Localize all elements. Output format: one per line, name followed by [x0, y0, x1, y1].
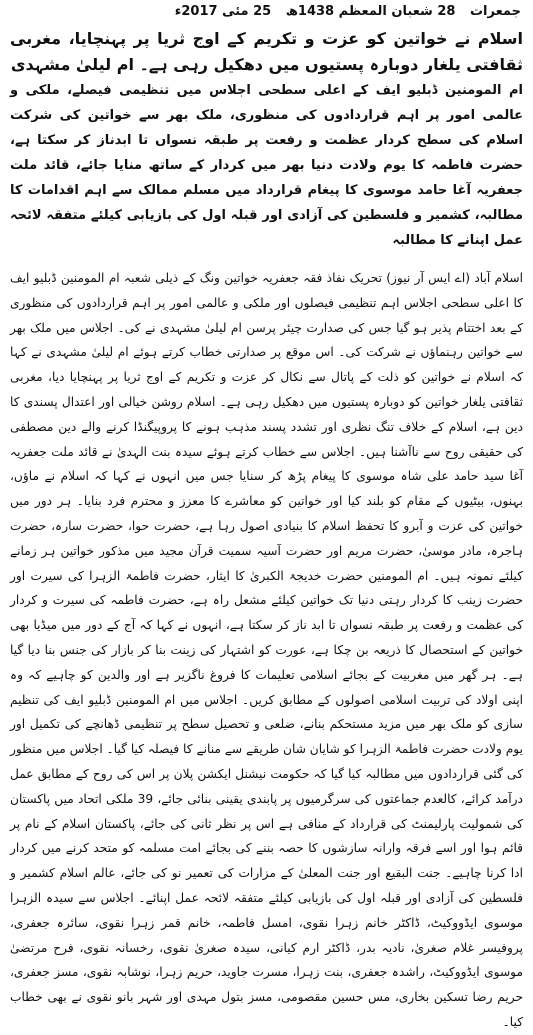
dateline-day: جمعرات	[469, 4, 521, 19]
headline: اسلام نے خواتین کو عزت و تکریم کے اوج ثریا پر پہنچایا، مغربی ثقافتی یلغار دوبارہ پستیوں میں دھکیل رہی ہے۔ ام لیلیٰ مشہدی	[10, 29, 523, 74]
summary-text: ام المومنین ڈبلیو ایف کے اعلی سطحی اجلاس میں تنظیمی فیصلے، ملکی و عالمی امور پر اہم قراردادوں کی منظوری، ملک بھر سے خواتین کی شرکت اسلام کی سطح کردار عظمت و رفعت پر طبقہ نسواں تا ابدناز کر سکتا ہے، حضرت فاطمہ کا یوم ولادت دنیا بھر میں کردار کے ساتھ منایا جائے، قائد ملت جعفریہ آغا حامد موسوی کا پیغام قرارداد میں مسلم ممالک سے اہم اقدامات کا مطالبہ، کشمیر و فلسطین کی آزادی اور قبلہ اول کی بازیابی کیلئے متفقہ لائحہ عمل اپنانے کا مطالبہ	[10, 83, 523, 248]
article-body: اسلام آباد (اے ایس آر نیوز) تحریک نفاذ فقہ جعفریہ خواتین ونگ کے ذیلی شعبہ ام المومنین ڈبلیو ایف کا اعلی سطحی اجلاس اہم تنظیمی فیصلوں اور ملکی و عالمی امور پر اہم قراردادوں کی منظوری کے بعد اختتام پذیر ہو گیا جس کی صدارت چیئر پرسن ام لیلیٰ مشہدی نے کی۔ اجلاس میں ملک بھر سے خواتین رہنماؤں نے شرکت کی۔ اس موقع پر صدارتی خطاب کرتے ہوئے ام لیلیٰ مشہدی نے کہا کہ اسلام نے خواتین کو ذلت کے پاتال سے نکال کر عزت و تکریم کے اوج ثریا پر پہنچایا دیا، مغربی ثقافتی یلغار خواتین کو دوبارہ پستیوں میں دھکیل رہی ہے۔ اسلام روشن خیالی اور اعتدال پسندی کا دین ہے، اسلام کے خلاف تنگ نظری اور تشدد پسند مذہب ہونے کا پروپیگنڈا کرنے والے دین مصطفی کی حقیقی روح سے ناآشنا ہیں۔ اجلاس سے خطاب کرتے ہوئے سیدہ بنت الہدیٰ نے قائد ملت جعفریہ آغا سید حامد علی شاہ موسوی کا پیغام پڑھ کر سنایا جس میں انہوں نے کہا کہ اسلام نے ماؤں، بہنوں، بیٹیوں کے مقام کو بلند کیا اور خواتین کو معاشرے کا معزز و محترم فرد بنایا۔ ہر دور میں خواتین کی عزت و آبرو کا تحفظ اسلام کا بنیادی اصول رہا ہے، حضرت حوا، حضرت سارہ، حضرت ہاجرہ، مادر موسیٰ، حضرت مریم اور حضرت آسیہ سمیت قرآن مجید میں مذکور خواتین ہر زمانے کیلئے نمونہ ہیں۔ ام المومنین حضرت خدیجۃ الکبریٰ کا ایثار، حضرت فاطمۃ الزہرا کی سیرت اور حضرت زینب کا کردار رہتی دنیا تک خواتین کیلئے مشعل راہ ہے، حضرت فاطمہ کی سیرت و کردار کی عظمت و رفعت پر طبقہ نسواں تا ابد ناز کر سکتا ہے، انہوں نے کہا کہ آج کے دور میں میڈیا بھی خواتین کے استحصال کا ذریعہ بن چکا ہے، عورت کو اشتہار کی زینت بنا کر بازار کی جنس بنا دیا گیا ہے۔ ہر گھر میں مغربیت کے بجائے اسلامی تعلیمات کا فروغ ناگزیر ہے اور والدین کو چاہیے کہ وہ اپنی اولاد کی تربیت اسلامی اصولوں کے مطابق کریں۔ اجلاس میں ام المومنین ڈبلیو ایف کی تنظیم سازی کو ملک بھر میں مزید مستحکم بنانے، ضلعی و تحصیل سطح پر تنظیمی ڈھانچے کی تکمیل اور یوم ولادت حضرت فاطمۃ الزہرا کو شایان شان طریقے سے منانے کا فیصلہ کیا گیا۔ اجلاس میں منظور کی گئی قراردادوں میں مطالبہ کیا گیا کہ حکومت نیشنل ایکشن پلان پر اس کی روح کے مطابق عمل درآمد کرائے، کالعدم جماعتوں کی سرگرمیوں پر پابندی یقینی بنائی جائے، 39 ملکی اتحاد میں پاکستان کی شمولیت پارلیمنٹ کی قرارداد کے منافی ہے اس پر نظر ثانی کی جائے، پاکستان اسلام کے نام پر قائم ہوا اور اسے فرقہ وارانہ سازشوں کا حصہ بننے کی بجائے امت مسلمہ کو متحد کرنے میں کردار ادا کرنا چاہیے۔ جنت البقیع اور جنت المعلیٰ کے مزارات کی تعمیر نو کی جائے، عالم اسلام کشمیر و فلسطین کی آزادی اور قبلہ اول کی بازیابی کیلئے متفقہ لائحہ عمل اپنائے۔ اجلاس سے سیدہ الزہرا موسوی ایڈووکیٹ، ڈاکٹر خانم زہرا نقوی، امسل فاطمہ، خانم قمر زہرا نقوی، سائرہ جعفری، پروفیسر غلام صغریٰ، نادیہ بدر، ڈاکٹر ارم کیانی، سیدہ صغریٰ نقوی، رخسانہ نقوی، فرح مرتضیٰ موسوی ایڈووکیٹ، راشدہ جعفری، بنت زہرا، مسرت جاوید، حریم زہرا، نوشابہ نقوی، مسز جعفری، حریم رضا تسکین بخاری، مس حسین مقصومی، مسز بتول مہدی اور شہر بانو نقوی نے بھی خطاب کیا۔	[10, 271, 523, 1029]
dateline-hijri: 28 شعبان المعظم 1438ھ	[285, 4, 456, 19]
blank-gap	[10, 205, 523, 265]
dateline-gregorian: 25 مئی 2017ء	[174, 4, 272, 19]
dateline	[12, 4, 521, 24]
